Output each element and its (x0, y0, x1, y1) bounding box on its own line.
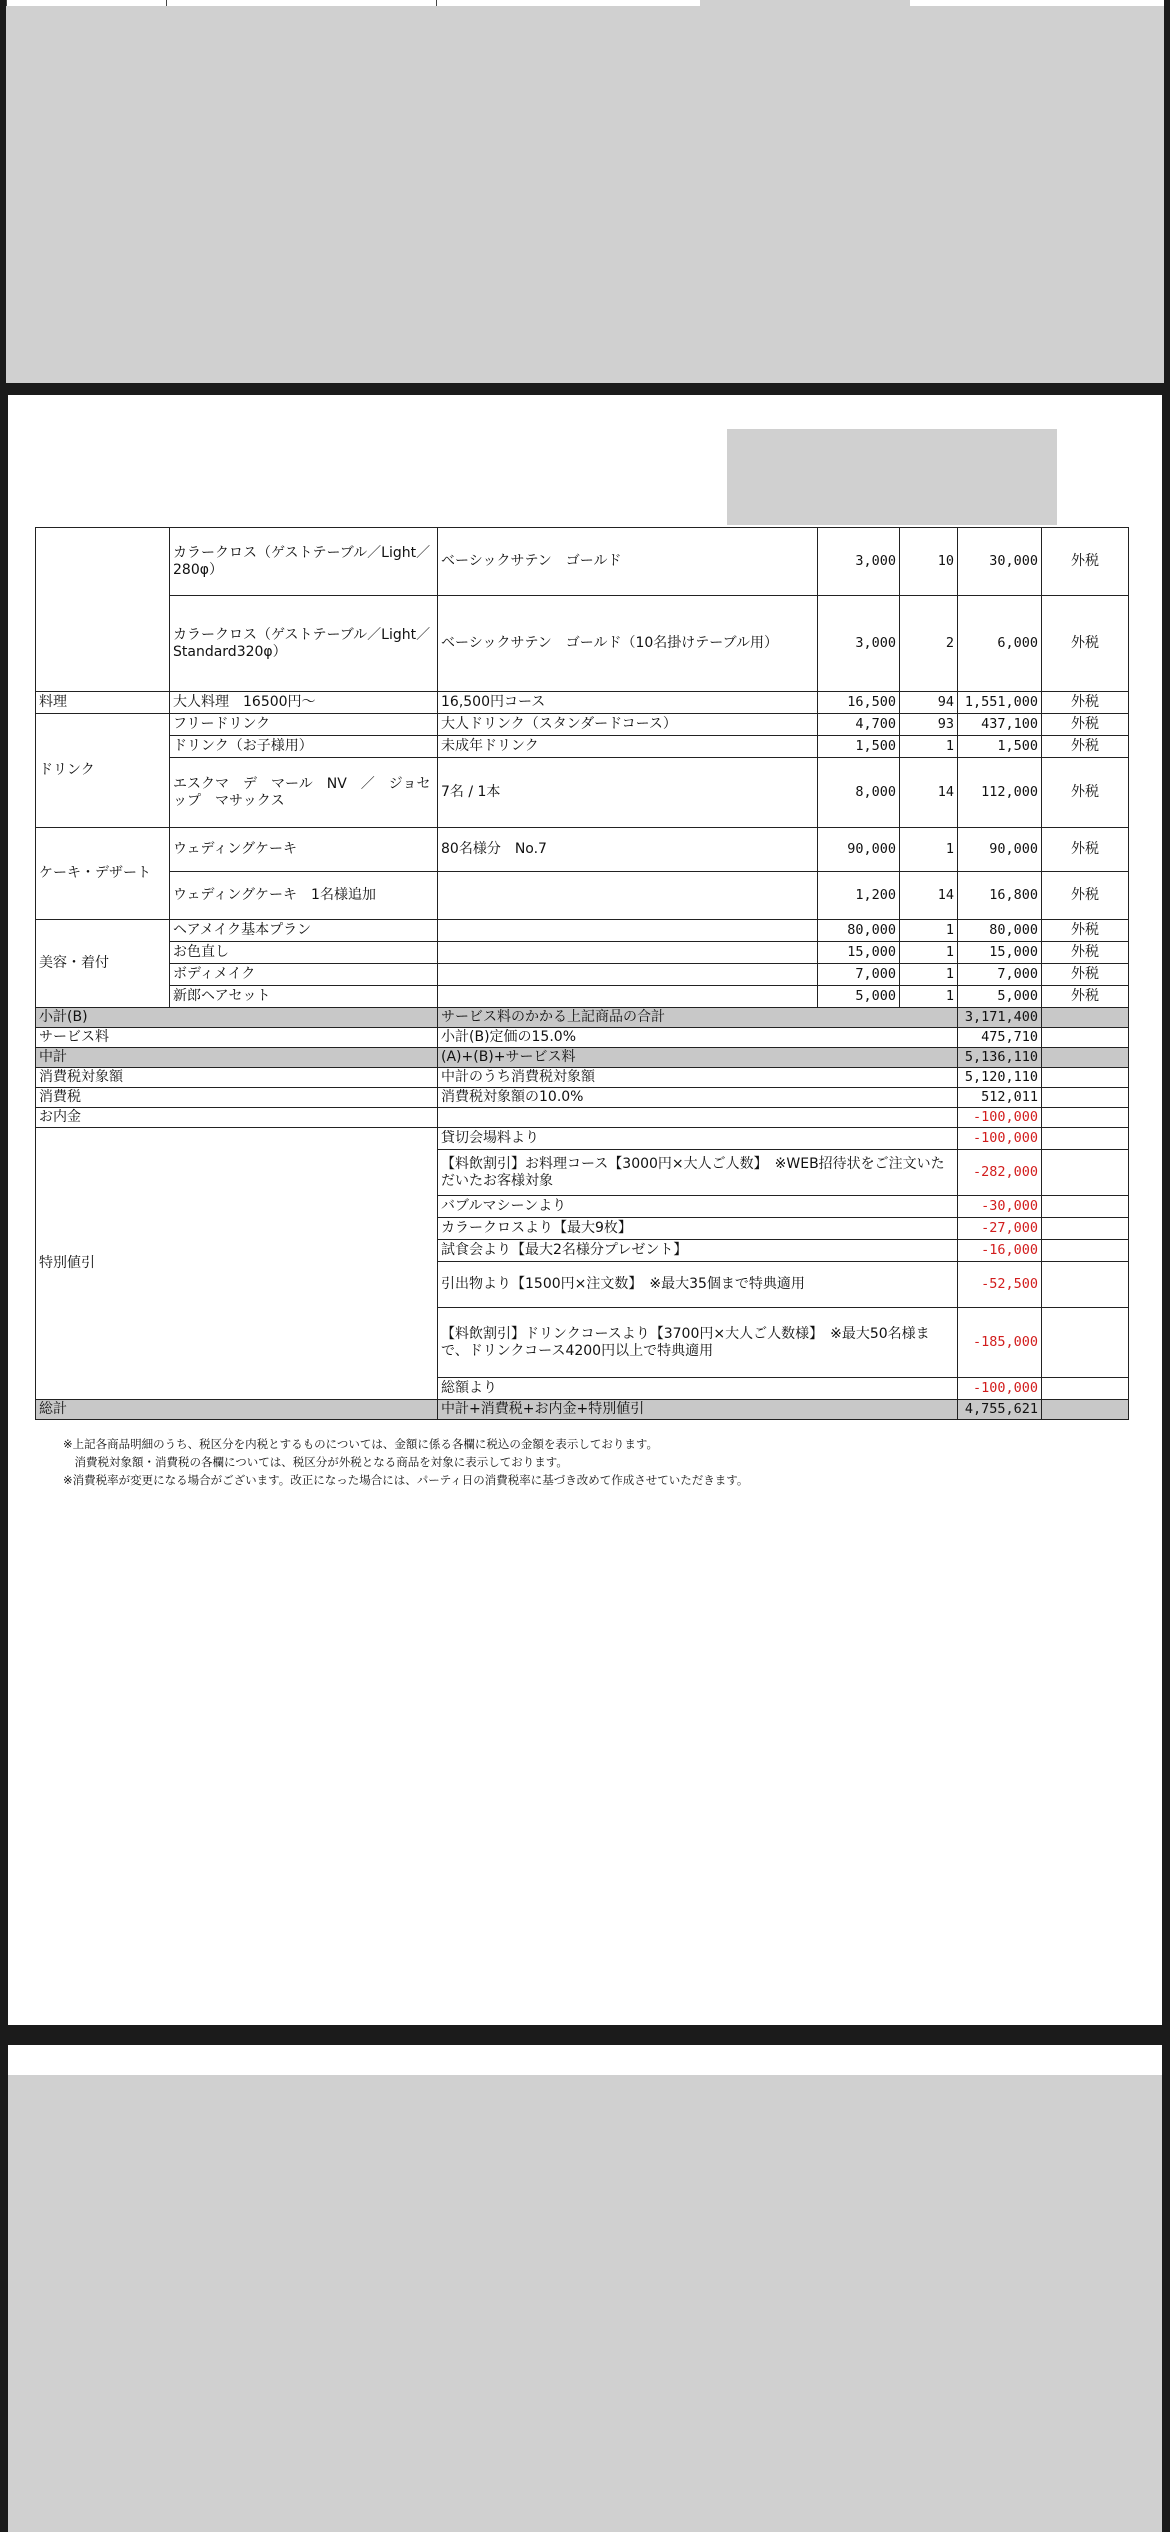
unit-price-cell: 8,000 (818, 758, 900, 828)
discount-amount-cell: -100,000 (958, 1128, 1042, 1150)
quantity-cell: 1 (900, 828, 958, 872)
table-row (36, 714, 1129, 736)
summary-row (36, 1068, 1129, 1088)
tax-type-cell: 外税 (1042, 692, 1129, 714)
redacted-region-bottom (8, 2075, 1162, 2532)
amount-cell: 112,000 (958, 758, 1042, 828)
empty-cell (1042, 1378, 1129, 1400)
amount-cell: 15,000 (958, 942, 1042, 964)
amount-cell: 16,800 (958, 872, 1042, 920)
empty-cell (1042, 1262, 1129, 1308)
amount-cell: 30,000 (958, 528, 1042, 596)
estimate-page (8, 395, 1162, 2025)
footnote: 消費税対象額・消費税の各欄については、税区分が外税となる商品を対象に表示しております。 (63, 1455, 568, 1469)
tax-type-cell: 外税 (1042, 828, 1129, 872)
summary-description-cell: 中計のうち消費税対象額 (438, 1068, 958, 1088)
empty-cell (1042, 1108, 1129, 1128)
item-name-cell: ウェディングケーキ 1名様追加 (170, 872, 438, 920)
amount-cell: 1,551,000 (958, 692, 1042, 714)
tax-type-cell: 外税 (1042, 964, 1129, 986)
discount-amount-cell: -30,000 (958, 1196, 1042, 1218)
discount-description-cell: カラークロスより【最大9枚】 (438, 1218, 958, 1240)
summary-description-cell: 消費税対象額の10.0% (438, 1088, 958, 1108)
item-name-cell: カラークロス（ゲストテーブル／Light／280φ） (170, 528, 438, 596)
quantity-cell: 1 (900, 942, 958, 964)
item-name-cell: ボディメイク (170, 964, 438, 986)
empty-cell (1042, 1008, 1129, 1028)
amount-cell: 5,000 (958, 986, 1042, 1008)
empty-cell (1042, 1128, 1129, 1150)
summary-amount-cell: 512,011 (958, 1088, 1042, 1108)
total-amount-cell: 4,755,621 (958, 1400, 1042, 1420)
quantity-cell: 1 (900, 920, 958, 942)
description-cell (438, 920, 818, 942)
quantity-cell: 14 (900, 872, 958, 920)
unit-price-cell: 16,500 (818, 692, 900, 714)
discount-row (36, 1128, 1129, 1150)
table-row (36, 528, 1129, 596)
category-cell: 美容・着付 (36, 920, 170, 1008)
item-name-cell: お色直し (170, 942, 438, 964)
discount-label-cell: 特別値引 (36, 1128, 438, 1400)
description-cell (438, 942, 818, 964)
description-cell: 16,500円コース (438, 692, 818, 714)
summary-amount-cell: 5,136,110 (958, 1048, 1042, 1068)
summary-description-cell: サービス料のかかる上記商品の合計 (438, 1008, 958, 1028)
summary-label-cell: 小計(B) (36, 1008, 438, 1028)
quantity-cell: 93 (900, 714, 958, 736)
quantity-cell: 1 (900, 964, 958, 986)
discount-description-cell: 【料飲割引】お料理コース【3000円×大人ご人数】 ※WEB招待状をご注文いただいたお客様対象 (438, 1150, 958, 1196)
tax-type-cell: 外税 (1042, 986, 1129, 1008)
table-row (36, 964, 1129, 986)
quantity-cell: 2 (900, 596, 958, 692)
quantity-cell: 1 (900, 986, 958, 1008)
tax-type-cell: 外税 (1042, 596, 1129, 692)
tax-type-cell: 外税 (1042, 942, 1129, 964)
empty-cell (1042, 1196, 1129, 1218)
discount-amount-cell: -27,000 (958, 1218, 1042, 1240)
empty-cell (1042, 1308, 1129, 1378)
estimate-table (35, 527, 1129, 1420)
quantity-cell: 1 (900, 736, 958, 758)
item-name-cell: ウェディングケーキ (170, 828, 438, 872)
redacted-region-header (727, 429, 1057, 525)
unit-price-cell: 90,000 (818, 828, 900, 872)
unit-price-cell: 1,500 (818, 736, 900, 758)
total-label-cell: 総計 (36, 1400, 438, 1420)
amount-cell: 7,000 (958, 964, 1042, 986)
category-cell (36, 528, 170, 692)
unit-price-cell: 4,700 (818, 714, 900, 736)
discount-amount-cell: -282,000 (958, 1150, 1042, 1196)
unit-price-cell: 5,000 (818, 986, 900, 1008)
table-row (36, 872, 1129, 920)
item-name-cell: エスクマ デ マール NV ／ ジョセップ マサックス (170, 758, 438, 828)
discount-description-cell: バブルマシーンより (438, 1196, 958, 1218)
table-row (36, 920, 1129, 942)
total-row (36, 1400, 1129, 1420)
quantity-cell: 94 (900, 692, 958, 714)
discount-description-cell: 貸切会場料より (438, 1128, 958, 1150)
table-row (36, 986, 1129, 1008)
summary-row (36, 1108, 1129, 1128)
description-cell: 80名様分 No.7 (438, 828, 818, 872)
table-row (36, 692, 1129, 714)
description-cell: 7名 / 1本 (438, 758, 818, 828)
item-name-cell: ドリンク（お子様用） (170, 736, 438, 758)
footnotes (63, 1435, 748, 1489)
unit-price-cell: 80,000 (818, 920, 900, 942)
redacted-region-top (6, 6, 1164, 383)
empty-cell (1042, 1088, 1129, 1108)
summary-description-cell: 小計(B)定価の15.0% (438, 1028, 958, 1048)
summary-description-cell (438, 1108, 958, 1128)
category-cell: ドリンク (36, 714, 170, 828)
unit-price-cell: 7,000 (818, 964, 900, 986)
discount-description-cell: 試食会より【最大2名様分プレゼント】 (438, 1240, 958, 1262)
summary-label-cell: お内金 (36, 1108, 438, 1128)
unit-price-cell: 15,000 (818, 942, 900, 964)
tax-type-cell: 外税 (1042, 736, 1129, 758)
description-cell: ベーシックサテン ゴールド（10名掛けテーブル用） (438, 596, 818, 692)
tax-type-cell: 外税 (1042, 758, 1129, 828)
next-page (8, 2045, 1162, 2532)
quantity-cell: 10 (900, 528, 958, 596)
unit-price-cell: 1,200 (818, 872, 900, 920)
discount-amount-cell: -52,500 (958, 1262, 1042, 1308)
quantity-cell: 14 (900, 758, 958, 828)
category-cell: 料理 (36, 692, 170, 714)
summary-label-cell: サービス料 (36, 1028, 438, 1048)
description-cell: 大人ドリンク（スタンダードコース） (438, 714, 818, 736)
unit-price-cell: 3,000 (818, 596, 900, 692)
table-row (36, 758, 1129, 828)
summary-amount-cell: 5,120,110 (958, 1068, 1042, 1088)
total-description-cell: 中計+消費税+お内金+特別値引 (438, 1400, 958, 1420)
item-name-cell: ヘアメイク基本プラン (170, 920, 438, 942)
summary-row (36, 1048, 1129, 1068)
item-name-cell: 新郎ヘアセット (170, 986, 438, 1008)
summary-label-cell: 消費税対象額 (36, 1068, 438, 1088)
redacted-region-top-strip (700, 0, 910, 6)
summary-row (36, 1028, 1129, 1048)
summary-label-cell: 消費税 (36, 1088, 438, 1108)
discount-amount-cell: -16,000 (958, 1240, 1042, 1262)
empty-cell (1042, 1048, 1129, 1068)
empty-cell (1042, 1028, 1129, 1048)
item-name-cell: カラークロス（ゲストテーブル／Light／Standard320φ） (170, 596, 438, 692)
empty-cell (1042, 1068, 1129, 1088)
amount-cell: 1,500 (958, 736, 1042, 758)
discount-description-cell: 引出物より【1500円×注文数】 ※最大35個まで特典適用 (438, 1262, 958, 1308)
amount-cell: 6,000 (958, 596, 1042, 692)
description-cell: ベーシックサテン ゴールド (438, 528, 818, 596)
empty-cell (1042, 1240, 1129, 1262)
tax-type-cell: 外税 (1042, 920, 1129, 942)
empty-cell (1042, 1400, 1129, 1420)
summary-row (36, 1088, 1129, 1108)
summary-description-cell: (A)+(B)+サービス料 (438, 1048, 958, 1068)
summary-amount-cell: 3,171,400 (958, 1008, 1042, 1028)
unit-price-cell: 3,000 (818, 528, 900, 596)
item-name-cell: 大人料理 16500円～ (170, 692, 438, 714)
tax-type-cell: 外税 (1042, 714, 1129, 736)
discount-description-cell: 【料飲割引】ドリンクコースより【3700円×大人ご人数様】 ※最大50名様まで、ドリンクコース4200円以上で特典適用 (438, 1308, 958, 1378)
description-cell: 未成年ドリンク (438, 736, 818, 758)
discount-amount-cell: -185,000 (958, 1308, 1042, 1378)
empty-cell (1042, 1218, 1129, 1240)
description-cell (438, 964, 818, 986)
amount-cell: 437,100 (958, 714, 1042, 736)
table-row (36, 736, 1129, 758)
table-row (36, 942, 1129, 964)
tax-type-cell: 外税 (1042, 872, 1129, 920)
summary-amount-cell: -100,000 (958, 1108, 1042, 1128)
summary-label-cell: 中計 (36, 1048, 438, 1068)
description-cell (438, 872, 818, 920)
description-cell (438, 986, 818, 1008)
amount-cell: 80,000 (958, 920, 1042, 942)
table-row (36, 828, 1129, 872)
footnote: ※上記各商品明細のうち、税区分を内税とするものについては、金額に係る各欄に税込の金額を表示しております。 (63, 1437, 658, 1451)
empty-cell (1042, 1150, 1129, 1196)
tax-type-cell: 外税 (1042, 528, 1129, 596)
table-row (36, 596, 1129, 692)
footnote: ※消費税率が変更になる場合がございます。改正になった場合には、パーティ日の消費税率に基づき改めて作成させていただきます。 (63, 1473, 749, 1487)
amount-cell: 90,000 (958, 828, 1042, 872)
summary-amount-cell: 475,710 (958, 1028, 1042, 1048)
summary-row (36, 1008, 1129, 1028)
item-name-cell: フリードリンク (170, 714, 438, 736)
discount-amount-cell: -100,000 (958, 1378, 1042, 1400)
discount-description-cell: 総額より (438, 1378, 958, 1400)
category-cell: ケーキ・デザート (36, 828, 170, 920)
